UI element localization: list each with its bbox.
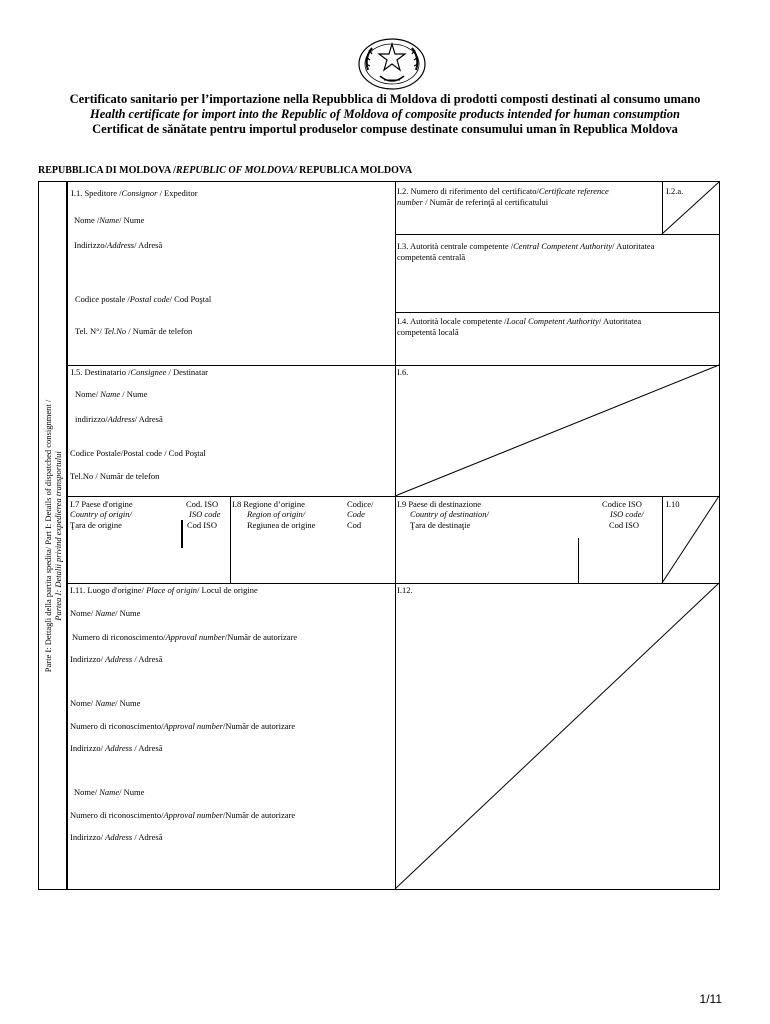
i5-postal-label: Codice Postale/Postal code / Cod Poştal (70, 448, 206, 458)
i7-code-line2: ISO code (189, 509, 221, 519)
i5-address-label: indirizzo/Address/ Adresă (75, 414, 163, 424)
i11-approval-1: Numero di riconoscimento/Approval number/Număr de autorizare (72, 632, 298, 642)
i8-line2: Region of origin/ (247, 509, 306, 519)
country-en: REPUBLIC OF MOLDOVA/ (175, 165, 297, 176)
i6-label: I.6. (397, 367, 409, 377)
i5-phone-label: Tel.No / Număr de telefon (70, 471, 160, 481)
i1-phone-label: Tel. N°/ Tel.No / Număr de telefon (75, 326, 193, 336)
side-label-line2: Partea I: Detalii privind expedierea transportului (53, 450, 63, 621)
i8-code-line2: Code (347, 509, 365, 519)
i3-central-authority-line1: I.3. Autorità centrale competente /Central Competent Authority/ Autoritatea (397, 241, 655, 251)
i7-code-line1: Cod. ISO (186, 499, 219, 509)
i10-label: I.10 (666, 499, 680, 509)
i11-address-2: Indirizzo/ Address / Adresă (70, 743, 163, 753)
i2-reference-label-line1: I.2. Numero di riferimento del certificato/Certificate reference (397, 186, 609, 196)
i11-approval-2: Numero di riconoscimento/Approval number/Număr de autorizare (70, 721, 296, 731)
title-romanian: Certificat de sănătate pentru importul produselor compuse destinate consumului uman în Republica Moldova (92, 122, 678, 136)
i11-name-1: Nome/ Name/ Nume (70, 608, 141, 618)
side-label-text (43, 399, 63, 671)
i11-approval-3: Numero di riconoscimento/Approval number/Număr de autorizare (70, 810, 296, 820)
i1-postal-label: Codice postale /Postal code/ Cod Poştal (75, 294, 212, 304)
title-english: Health certificate for import into the Republic of Moldova of composite products intended for human consumption (90, 107, 680, 121)
i2a-label: I.2.a. (666, 186, 684, 196)
i7-line3: Ţara de origine (70, 520, 122, 530)
i8-code-line3: Cod (347, 520, 362, 530)
side-label-line1: Parte I: Dettagli della partita spedita/ Part I: Details of dispatched consignment / (43, 399, 53, 672)
certificate-form (66, 181, 720, 890)
i7-line2: Country of origin/ (70, 509, 132, 519)
i1-name-label: Nome /Name/ Nume (74, 215, 145, 225)
i12-label: I.12. (397, 585, 413, 595)
i11-address-1: Indirizzo/ Address / Adresă (70, 654, 163, 664)
i9-code-line2: ISO code/ (610, 509, 644, 519)
moldova-emblem-logo (356, 36, 428, 92)
i9-code-line1: Codice ISO (602, 499, 642, 509)
i4-local-authority-line1: I.4. Autorità locale competente /Local Competent Authority/ Autoritatea (397, 316, 642, 326)
i11-address-3: Indirizzo/ Address / Adresă (70, 832, 163, 842)
i7-line1: I.7 Paese d'origine (70, 499, 133, 509)
i2-reference-label-line2: number / Număr de referinţă al certificatului (397, 197, 549, 207)
i8-line3: Regiunea de origine (247, 520, 316, 530)
i1-consignor-label: I.1. Speditore /Consignor / Expeditor (71, 188, 198, 198)
country-it: REPUBBLICA DI MOLDOVA / (38, 165, 176, 176)
i9-line2: Country of destination/ (410, 509, 489, 519)
page-number: 1/11 (699, 992, 722, 1006)
part-one-side-label (38, 181, 68, 890)
crossed-out-diagonals (67, 182, 719, 889)
i9-code-line3: Cod ISO (609, 520, 639, 530)
i11-place-label: I.11. Luogo d'origine/ Place of origin/ Locul de origine (70, 585, 258, 595)
country-ro: REPUBLICA MOLDOVA (296, 165, 413, 176)
i11-name-2: Nome/ Name/ Nume (70, 698, 141, 708)
country-heading (38, 165, 412, 176)
title-italian: Certificato sanitario per l’importazione nella Repubblica di Moldova di prodotti composti destinati al consumo umano (69, 92, 701, 106)
i1-address-label: Indirizzo/Address/ Adresă (74, 240, 163, 250)
i8-line1: I.8 Regione d’origine (232, 499, 305, 509)
i9-line1: I.9 Paese di destinazione (397, 499, 482, 509)
i5-name-label: Nome/ Name / Nume (75, 389, 148, 399)
i3-central-authority-line2: competentă centrală (397, 252, 466, 262)
i8-code-line1: Codice/ (347, 499, 374, 509)
i4-local-authority-line2: competentă locală (397, 327, 459, 337)
i9-line3: Ţara de destinaţie (410, 520, 471, 530)
certificate-titles (0, 92, 770, 137)
i7-code-line3: Cod ISO (187, 520, 217, 530)
i5-consignee-label: I.5. Destinatario /Consignee / Destinatar (71, 367, 208, 377)
i11-name-3: Nome/ Name/ Nume (74, 787, 145, 797)
